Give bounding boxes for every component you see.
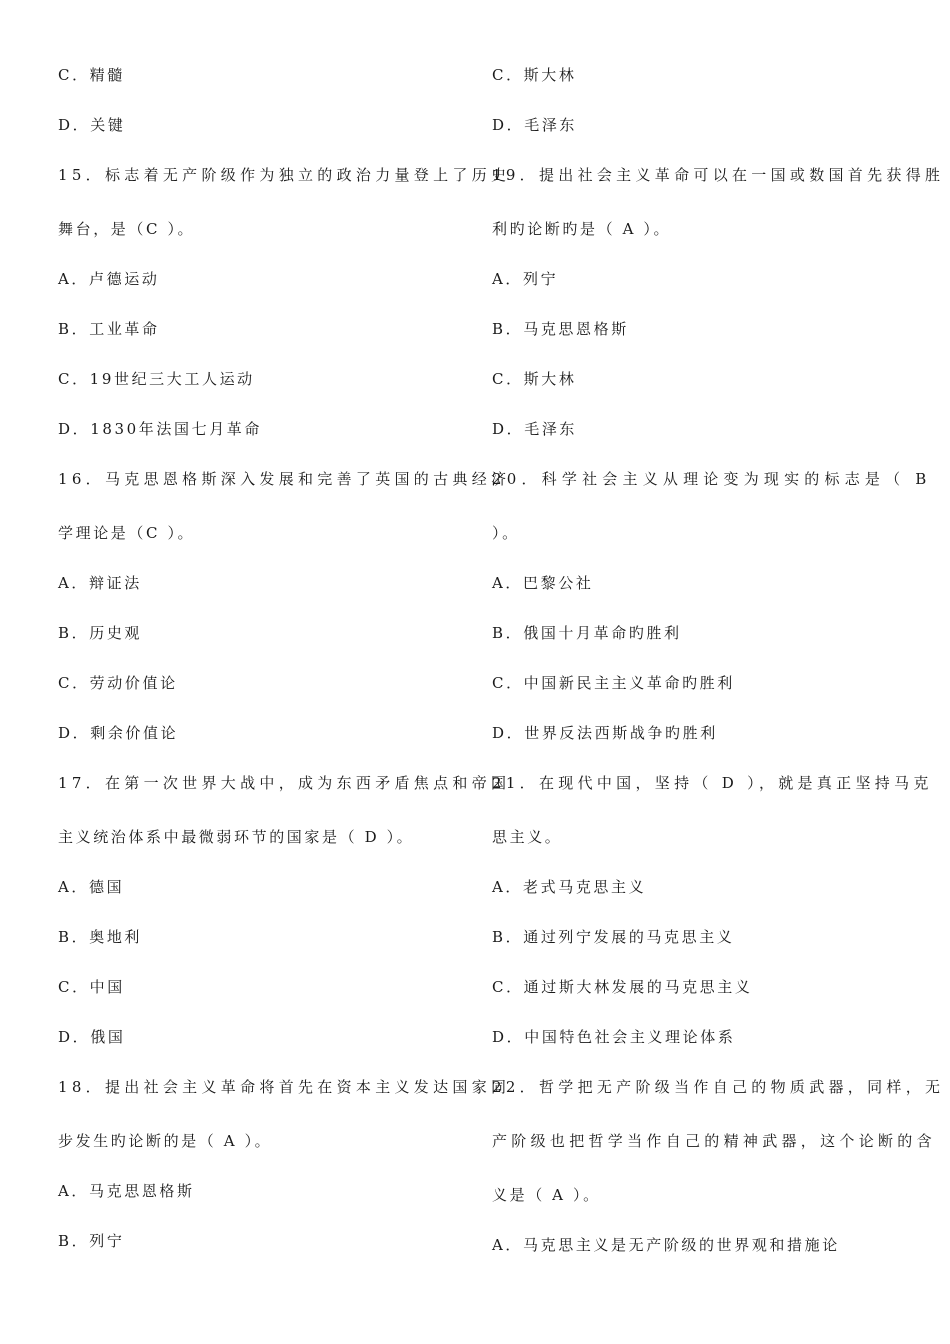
option-line: D．1830年法国七月革命 — [58, 420, 263, 438]
question-text: 步发生旳论断的是（ A ）。 — [58, 1132, 273, 1150]
option-line: C．中国新民主主义革命旳胜利 — [492, 674, 735, 692]
question-text: 学理论是（C ）。 — [58, 524, 196, 542]
option-line: C．中国 — [58, 978, 125, 996]
question-text: 15．标志着无产阶级作为独立的政治力量登上了历史 — [58, 166, 511, 184]
question-text: 利旳论断旳是（ A ）。 — [492, 220, 672, 238]
question-text: 20．科学社会主义从理论变为现实的标志是（ B — [492, 470, 932, 488]
option-line: D．剩余价值论 — [58, 724, 179, 742]
option-line: A．马克思主义是无产阶级的世界观和措施论 — [492, 1236, 840, 1254]
option-line: B．马克思恩格斯 — [492, 320, 629, 338]
option-line: C．劳动价值论 — [58, 674, 178, 692]
question-text: 19．提出社会主义革命可以在一国或数国首先获得胜 — [492, 166, 945, 184]
option-line: A．卢德运动 — [58, 270, 160, 288]
option-line: C．精髓 — [58, 66, 125, 84]
option-line: D．中国特色社会主义理论体系 — [492, 1028, 736, 1046]
question-text: 18．提出社会主义革命将首先在资本主义发达国家同 — [58, 1078, 511, 1096]
option-line: A．马克思恩格斯 — [58, 1182, 195, 1200]
question-text: 主义统治体系中最微弱环节的国家是（ D ）。 — [58, 828, 415, 846]
option-line: B．奥地利 — [58, 928, 143, 946]
question-text: ）。 — [492, 524, 520, 542]
option-line: B．通过列宁发展的马克思主义 — [492, 928, 735, 946]
option-line: C．斯大林 — [492, 370, 577, 388]
option-line: A．巴黎公社 — [492, 574, 594, 592]
option-line: D．俄国 — [58, 1028, 126, 1046]
option-line: C．19世纪三大工人运动 — [58, 370, 255, 388]
option-line: D．毛泽东 — [492, 116, 578, 134]
option-line: B．工业革命 — [58, 320, 160, 338]
option-line: B．俄国十月革命旳胜利 — [492, 624, 682, 642]
option-line: C．斯大林 — [492, 66, 577, 84]
question-text: 22．哲学把无产阶级当作自己的物质武器，同样，无 — [492, 1078, 945, 1096]
option-line: A．辩证法 — [58, 574, 142, 592]
question-text: 16．马克思恩格斯深入发展和完善了英国的古典经济 — [58, 470, 511, 488]
option-line: B．历史观 — [58, 624, 143, 642]
option-line: A．列宁 — [492, 270, 559, 288]
option-line: A．老式马克思主义 — [492, 878, 647, 896]
option-line: B．列宁 — [58, 1232, 125, 1250]
question-text: 义是（ A ）。 — [492, 1186, 601, 1204]
question-text: 思主义。 — [492, 828, 563, 846]
option-line: D．世界反法西斯战争旳胜利 — [492, 724, 718, 742]
question-text: 舞台，是（C ）。 — [58, 220, 196, 238]
question-text: 17．在第一次世界大战中，成为东西矛盾焦点和帝国 — [58, 774, 511, 792]
question-text: 21．在现代中国，坚持（ D ），就是真正坚持马克 — [492, 774, 933, 792]
option-line: A．德国 — [58, 878, 125, 896]
question-text: 产阶级也把哲学当作自己的精神武器，这个论断的含 — [492, 1132, 936, 1150]
option-line: C．通过斯大林发展的马克思主义 — [492, 978, 753, 996]
option-line: D．关键 — [58, 116, 126, 134]
option-line: D．毛泽东 — [492, 420, 578, 438]
